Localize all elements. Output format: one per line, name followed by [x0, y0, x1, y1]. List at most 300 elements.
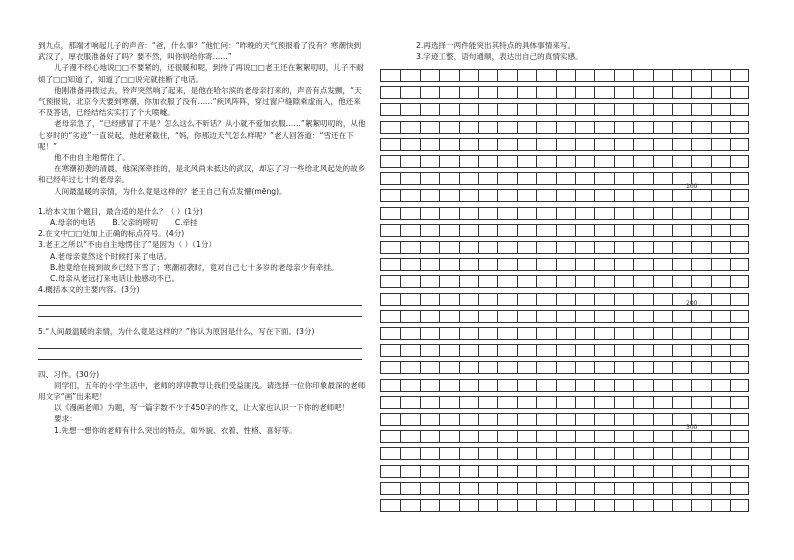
grid-cell[interactable]	[730, 448, 731, 459]
grid-cell[interactable]	[614, 190, 615, 201]
grid-cell[interactable]	[420, 139, 421, 150]
grid-cell[interactable]	[478, 122, 479, 133]
grid-cell[interactable]	[459, 362, 460, 373]
grid-cell[interactable]	[711, 173, 712, 184]
grid-cell[interactable]	[653, 70, 654, 81]
grid-cell[interactable]	[575, 311, 576, 322]
grid-cell[interactable]	[497, 448, 498, 459]
grid-cell[interactable]	[497, 380, 498, 391]
grid-cell[interactable]	[459, 208, 460, 219]
grid-cell[interactable]	[420, 294, 421, 305]
grid-cell[interactable]	[400, 328, 401, 339]
grid-cell[interactable]	[633, 259, 634, 270]
grid-cell[interactable]	[575, 259, 576, 270]
grid-cell[interactable]	[420, 500, 421, 511]
grid-cell[interactable]	[633, 345, 634, 356]
grid-cell[interactable]	[459, 414, 460, 425]
grid-cell[interactable]	[653, 362, 654, 373]
grid-cell[interactable]	[730, 311, 731, 322]
grid-cell[interactable]	[517, 380, 518, 391]
grid-cell[interactable]	[730, 225, 731, 236]
grid-cell[interactable]	[633, 276, 634, 287]
grid-cell[interactable]	[478, 397, 479, 408]
grid-cell[interactable]	[614, 173, 615, 184]
grid-cell[interactable]	[672, 70, 673, 81]
grid-cell[interactable]	[614, 466, 615, 477]
grid-cell[interactable]	[730, 173, 731, 184]
grid-cell[interactable]	[400, 466, 401, 477]
grid-cell[interactable]	[459, 328, 460, 339]
grid-cell[interactable]	[575, 173, 576, 184]
grid-cell[interactable]	[633, 104, 634, 115]
grid-cell[interactable]	[478, 242, 479, 253]
grid-cell[interactable]	[575, 448, 576, 459]
grid-cell[interactable]	[614, 225, 615, 236]
grid-cell[interactable]	[691, 208, 692, 219]
grid-cell[interactable]	[653, 380, 654, 391]
grid-cell[interactable]	[420, 466, 421, 477]
grid-cell[interactable]	[517, 190, 518, 201]
grid-cell[interactable]	[478, 328, 479, 339]
grid-cell[interactable]	[459, 466, 460, 477]
grid-cell[interactable]	[594, 483, 595, 494]
grid-cell[interactable]	[614, 500, 615, 511]
grid-cell[interactable]	[691, 122, 692, 133]
grid-cell[interactable]	[517, 156, 518, 167]
grid-cell[interactable]	[517, 139, 518, 150]
grid-cell[interactable]	[459, 156, 460, 167]
grid-cell[interactable]	[594, 156, 595, 167]
grid-cell[interactable]	[497, 208, 498, 219]
grid-cell[interactable]	[400, 362, 401, 373]
grid-cell[interactable]	[691, 345, 692, 356]
grid-cell[interactable]	[711, 466, 712, 477]
grid-cell[interactable]	[536, 294, 537, 305]
grid-cell[interactable]	[420, 259, 421, 270]
grid-cell[interactable]	[672, 190, 673, 201]
grid-cell[interactable]	[633, 414, 634, 425]
grid-cell[interactable]	[536, 380, 537, 391]
grid-cell[interactable]	[711, 500, 712, 511]
grid-cell[interactable]	[439, 311, 440, 322]
answer-line[interactable]	[38, 349, 362, 360]
grid-cell[interactable]	[478, 362, 479, 373]
grid-cell[interactable]	[691, 397, 692, 408]
grid-cell[interactable]	[536, 208, 537, 219]
grid-cell[interactable]	[556, 104, 557, 115]
grid-cell[interactable]	[497, 122, 498, 133]
grid-cell[interactable]	[439, 328, 440, 339]
grid-cell[interactable]	[614, 414, 615, 425]
grid-cell[interactable]	[497, 70, 498, 81]
grid-cell[interactable]	[594, 87, 595, 98]
grid-cell[interactable]	[478, 294, 479, 305]
grid-cell[interactable]	[400, 87, 401, 98]
grid-cell[interactable]	[439, 173, 440, 184]
grid-cell[interactable]	[536, 122, 537, 133]
grid-cell[interactable]	[536, 104, 537, 115]
grid-cell[interactable]	[691, 225, 692, 236]
grid-cell[interactable]	[556, 139, 557, 150]
grid-cell[interactable]	[459, 448, 460, 459]
grid-cell[interactable]	[478, 139, 479, 150]
grid-cell[interactable]	[633, 380, 634, 391]
grid-cell[interactable]	[478, 448, 479, 459]
grid-cell[interactable]	[478, 156, 479, 167]
grid-cell[interactable]	[614, 483, 615, 494]
grid-cell[interactable]	[653, 190, 654, 201]
grid-cell[interactable]	[730, 414, 731, 425]
grid-cell[interactable]	[420, 362, 421, 373]
grid-cell[interactable]	[497, 173, 498, 184]
grid-cell[interactable]	[730, 380, 731, 391]
grid-cell[interactable]	[614, 70, 615, 81]
grid-cell[interactable]	[556, 190, 557, 201]
grid-cell[interactable]	[459, 173, 460, 184]
grid-cell[interactable]	[730, 500, 731, 511]
grid-cell[interactable]	[497, 311, 498, 322]
grid-cell[interactable]	[653, 328, 654, 339]
grid-cell[interactable]	[711, 397, 712, 408]
grid-cell[interactable]	[575, 397, 576, 408]
grid-cell[interactable]	[633, 190, 634, 201]
grid-cell[interactable]	[672, 225, 673, 236]
grid-cell[interactable]	[653, 156, 654, 167]
grid-cell[interactable]	[575, 294, 576, 305]
grid-cell[interactable]	[497, 414, 498, 425]
grid-cell[interactable]	[400, 173, 401, 184]
grid-cell[interactable]	[556, 294, 557, 305]
grid-cell[interactable]	[691, 380, 692, 391]
grid-cell[interactable]	[594, 190, 595, 201]
grid-cell[interactable]	[614, 362, 615, 373]
grid-cell[interactable]	[711, 328, 712, 339]
grid-cell[interactable]	[730, 328, 731, 339]
grid-cell[interactable]	[556, 70, 557, 81]
grid-cell[interactable]	[711, 139, 712, 150]
grid-cell[interactable]	[459, 311, 460, 322]
grid-cell[interactable]	[653, 173, 654, 184]
grid-cell[interactable]	[653, 122, 654, 133]
grid-cell[interactable]	[517, 431, 518, 442]
grid-cell[interactable]	[594, 500, 595, 511]
grid-cell[interactable]	[672, 139, 673, 150]
grid-cell[interactable]	[556, 431, 557, 442]
grid-cell[interactable]	[400, 242, 401, 253]
grid-cell[interactable]	[556, 345, 557, 356]
grid-cell[interactable]	[556, 276, 557, 287]
grid-cell[interactable]	[420, 122, 421, 133]
grid-cell[interactable]	[400, 104, 401, 115]
grid-cell[interactable]	[730, 345, 731, 356]
grid-cell[interactable]	[478, 276, 479, 287]
grid-cell[interactable]	[614, 122, 615, 133]
grid-cell[interactable]	[633, 70, 634, 81]
grid-cell[interactable]	[556, 156, 557, 167]
grid-cell[interactable]	[653, 276, 654, 287]
grid-cell[interactable]	[614, 208, 615, 219]
grid-cell[interactable]	[556, 173, 557, 184]
grid-cell[interactable]	[420, 173, 421, 184]
grid-cell[interactable]	[497, 190, 498, 201]
grid-cell[interactable]	[497, 139, 498, 150]
grid-cell[interactable]	[497, 276, 498, 287]
grid-cell[interactable]	[614, 431, 615, 442]
grid-cell[interactable]	[478, 104, 479, 115]
grid-cell[interactable]	[556, 448, 557, 459]
grid-cell[interactable]	[517, 345, 518, 356]
grid-cell[interactable]	[497, 362, 498, 373]
grid-cell[interactable]	[653, 259, 654, 270]
grid-cell[interactable]	[672, 345, 673, 356]
grid-cell[interactable]	[556, 259, 557, 270]
grid-cell[interactable]	[653, 311, 654, 322]
grid-cell[interactable]	[633, 225, 634, 236]
grid-cell[interactable]	[653, 345, 654, 356]
grid-cell[interactable]	[420, 380, 421, 391]
grid-cell[interactable]	[594, 380, 595, 391]
grid-cell[interactable]	[691, 500, 692, 511]
grid-cell[interactable]	[653, 431, 654, 442]
grid-cell[interactable]	[459, 397, 460, 408]
grid-cell[interactable]	[536, 311, 537, 322]
grid-cell[interactable]	[459, 104, 460, 115]
grid-cell[interactable]	[594, 259, 595, 270]
grid-cell[interactable]	[400, 311, 401, 322]
grid-cell[interactable]	[420, 70, 421, 81]
grid-cell[interactable]	[575, 466, 576, 477]
grid-cell[interactable]	[575, 345, 576, 356]
grid-cell[interactable]	[575, 362, 576, 373]
grid-cell[interactable]	[536, 190, 537, 201]
grid-cell[interactable]	[497, 87, 498, 98]
grid-cell[interactable]	[556, 225, 557, 236]
grid-cell[interactable]	[420, 397, 421, 408]
grid-cell[interactable]	[497, 294, 498, 305]
grid-cell[interactable]	[556, 242, 557, 253]
grid-cell[interactable]	[672, 311, 673, 322]
grid-cell[interactable]	[575, 190, 576, 201]
grid-cell[interactable]	[439, 87, 440, 98]
grid-cell[interactable]	[497, 259, 498, 270]
grid-cell[interactable]	[517, 466, 518, 477]
grid-cell[interactable]	[594, 276, 595, 287]
grid-cell[interactable]	[420, 431, 421, 442]
grid-cell[interactable]	[400, 380, 401, 391]
grid-cell[interactable]	[691, 362, 692, 373]
grid-cell[interactable]	[400, 70, 401, 81]
grid-cell[interactable]	[594, 448, 595, 459]
grid-cell[interactable]	[614, 397, 615, 408]
grid-cell[interactable]	[536, 156, 537, 167]
grid-cell[interactable]	[400, 448, 401, 459]
grid-cell[interactable]	[439, 448, 440, 459]
grid-cell[interactable]	[478, 173, 479, 184]
grid-cell[interactable]	[439, 190, 440, 201]
grid-cell[interactable]	[633, 139, 634, 150]
grid-cell[interactable]	[420, 242, 421, 253]
grid-cell[interactable]	[730, 466, 731, 477]
grid-cell[interactable]	[672, 276, 673, 287]
grid-cell[interactable]	[691, 70, 692, 81]
grid-cell[interactable]	[691, 328, 692, 339]
grid-cell[interactable]	[575, 70, 576, 81]
grid-cell[interactable]	[459, 294, 460, 305]
grid-cell[interactable]	[730, 276, 731, 287]
grid-cell[interactable]	[439, 397, 440, 408]
grid-cell[interactable]	[517, 294, 518, 305]
grid-cell[interactable]	[459, 139, 460, 150]
grid-cell[interactable]	[459, 225, 460, 236]
grid-cell[interactable]	[478, 380, 479, 391]
grid-cell[interactable]	[614, 276, 615, 287]
grid-cell[interactable]	[439, 414, 440, 425]
grid-cell[interactable]	[653, 104, 654, 115]
grid-cell[interactable]	[672, 173, 673, 184]
grid-cell[interactable]	[575, 122, 576, 133]
grid-cell[interactable]	[672, 431, 673, 442]
grid-cell[interactable]	[691, 311, 692, 322]
grid-cell[interactable]	[439, 294, 440, 305]
grid-cell[interactable]	[633, 294, 634, 305]
grid-cell[interactable]	[536, 87, 537, 98]
grid-cell[interactable]	[672, 466, 673, 477]
grid-cell[interactable]	[517, 276, 518, 287]
grid-cell[interactable]	[575, 242, 576, 253]
grid-cell[interactable]	[439, 466, 440, 477]
grid-cell[interactable]	[691, 242, 692, 253]
grid-cell[interactable]	[459, 190, 460, 201]
grid-cell[interactable]	[730, 362, 731, 373]
grid-cell[interactable]	[672, 380, 673, 391]
grid-cell[interactable]	[594, 122, 595, 133]
grid-cell[interactable]	[556, 380, 557, 391]
answer-line[interactable]	[38, 295, 362, 306]
grid-cell[interactable]	[633, 483, 634, 494]
grid-cell[interactable]	[536, 328, 537, 339]
grid-cell[interactable]	[575, 225, 576, 236]
grid-cell[interactable]	[420, 87, 421, 98]
grid-cell[interactable]	[594, 242, 595, 253]
grid-cell[interactable]	[730, 242, 731, 253]
grid-cell[interactable]	[400, 294, 401, 305]
grid-cell[interactable]	[594, 173, 595, 184]
grid-cell[interactable]	[730, 156, 731, 167]
grid-cell[interactable]	[497, 466, 498, 477]
grid-cell[interactable]	[672, 156, 673, 167]
grid-cell[interactable]	[653, 208, 654, 219]
grid-cell[interactable]	[459, 500, 460, 511]
grid-cell[interactable]	[711, 104, 712, 115]
grid-cell[interactable]	[614, 139, 615, 150]
grid-cell[interactable]	[459, 380, 460, 391]
grid-cell[interactable]	[478, 483, 479, 494]
grid-cell[interactable]	[536, 500, 537, 511]
grid-cell[interactable]	[420, 414, 421, 425]
grid-cell[interactable]	[439, 259, 440, 270]
grid-cell[interactable]	[594, 70, 595, 81]
grid-cell[interactable]	[730, 122, 731, 133]
grid-cell[interactable]	[575, 276, 576, 287]
grid-cell[interactable]	[536, 173, 537, 184]
grid-cell[interactable]	[517, 242, 518, 253]
grid-cell[interactable]	[711, 259, 712, 270]
grid-cell[interactable]	[672, 208, 673, 219]
grid-cell[interactable]	[439, 156, 440, 167]
grid-cell[interactable]	[400, 259, 401, 270]
grid-cell[interactable]	[614, 328, 615, 339]
grid-cell[interactable]	[517, 70, 518, 81]
grid-cell[interactable]	[691, 87, 692, 98]
grid-cell[interactable]	[575, 483, 576, 494]
grid-cell[interactable]	[459, 70, 460, 81]
grid-cell[interactable]	[400, 156, 401, 167]
grid-cell[interactable]	[653, 139, 654, 150]
grid-cell[interactable]	[614, 294, 615, 305]
grid-cell[interactable]	[672, 397, 673, 408]
grid-cell[interactable]	[497, 104, 498, 115]
grid-cell[interactable]	[633, 431, 634, 442]
grid-cell[interactable]	[536, 466, 537, 477]
grid-cell[interactable]	[478, 70, 479, 81]
grid-cell[interactable]	[594, 294, 595, 305]
grid-cell[interactable]	[633, 328, 634, 339]
grid-cell[interactable]	[691, 448, 692, 459]
grid-cell[interactable]	[691, 156, 692, 167]
grid-cell[interactable]	[400, 139, 401, 150]
grid-cell[interactable]	[633, 500, 634, 511]
grid-cell[interactable]	[730, 397, 731, 408]
grid-cell[interactable]	[536, 345, 537, 356]
grid-cell[interactable]	[400, 190, 401, 201]
grid-cell[interactable]	[517, 397, 518, 408]
grid-cell[interactable]	[730, 139, 731, 150]
grid-cell[interactable]	[400, 208, 401, 219]
grid-cell[interactable]	[691, 483, 692, 494]
grid-cell[interactable]	[594, 208, 595, 219]
grid-cell[interactable]	[633, 208, 634, 219]
grid-cell[interactable]	[691, 431, 692, 442]
grid-cell[interactable]	[536, 397, 537, 408]
grid-cell[interactable]	[497, 431, 498, 442]
grid-cell[interactable]	[536, 70, 537, 81]
grid-cell[interactable]	[459, 276, 460, 287]
grid-cell[interactable]	[478, 345, 479, 356]
grid-cell[interactable]	[478, 311, 479, 322]
grid-cell[interactable]	[459, 431, 460, 442]
grid-cell[interactable]	[478, 190, 479, 201]
grid-cell[interactable]	[730, 70, 731, 81]
grid-cell[interactable]	[536, 448, 537, 459]
grid-cell[interactable]	[711, 431, 712, 442]
grid-cell[interactable]	[439, 104, 440, 115]
grid-cell[interactable]	[633, 156, 634, 167]
grid-cell[interactable]	[633, 311, 634, 322]
grid-cell[interactable]	[575, 414, 576, 425]
grid-cell[interactable]	[420, 208, 421, 219]
grid-cell[interactable]	[400, 431, 401, 442]
grid-cell[interactable]	[420, 328, 421, 339]
grid-cell[interactable]	[556, 414, 557, 425]
grid-cell[interactable]	[672, 328, 673, 339]
grid-cell[interactable]	[633, 122, 634, 133]
grid-cell[interactable]	[691, 139, 692, 150]
grid-cell[interactable]	[400, 345, 401, 356]
grid-cell[interactable]	[653, 87, 654, 98]
grid-cell[interactable]	[556, 362, 557, 373]
grid-cell[interactable]	[400, 483, 401, 494]
grid-cell[interactable]	[420, 448, 421, 459]
